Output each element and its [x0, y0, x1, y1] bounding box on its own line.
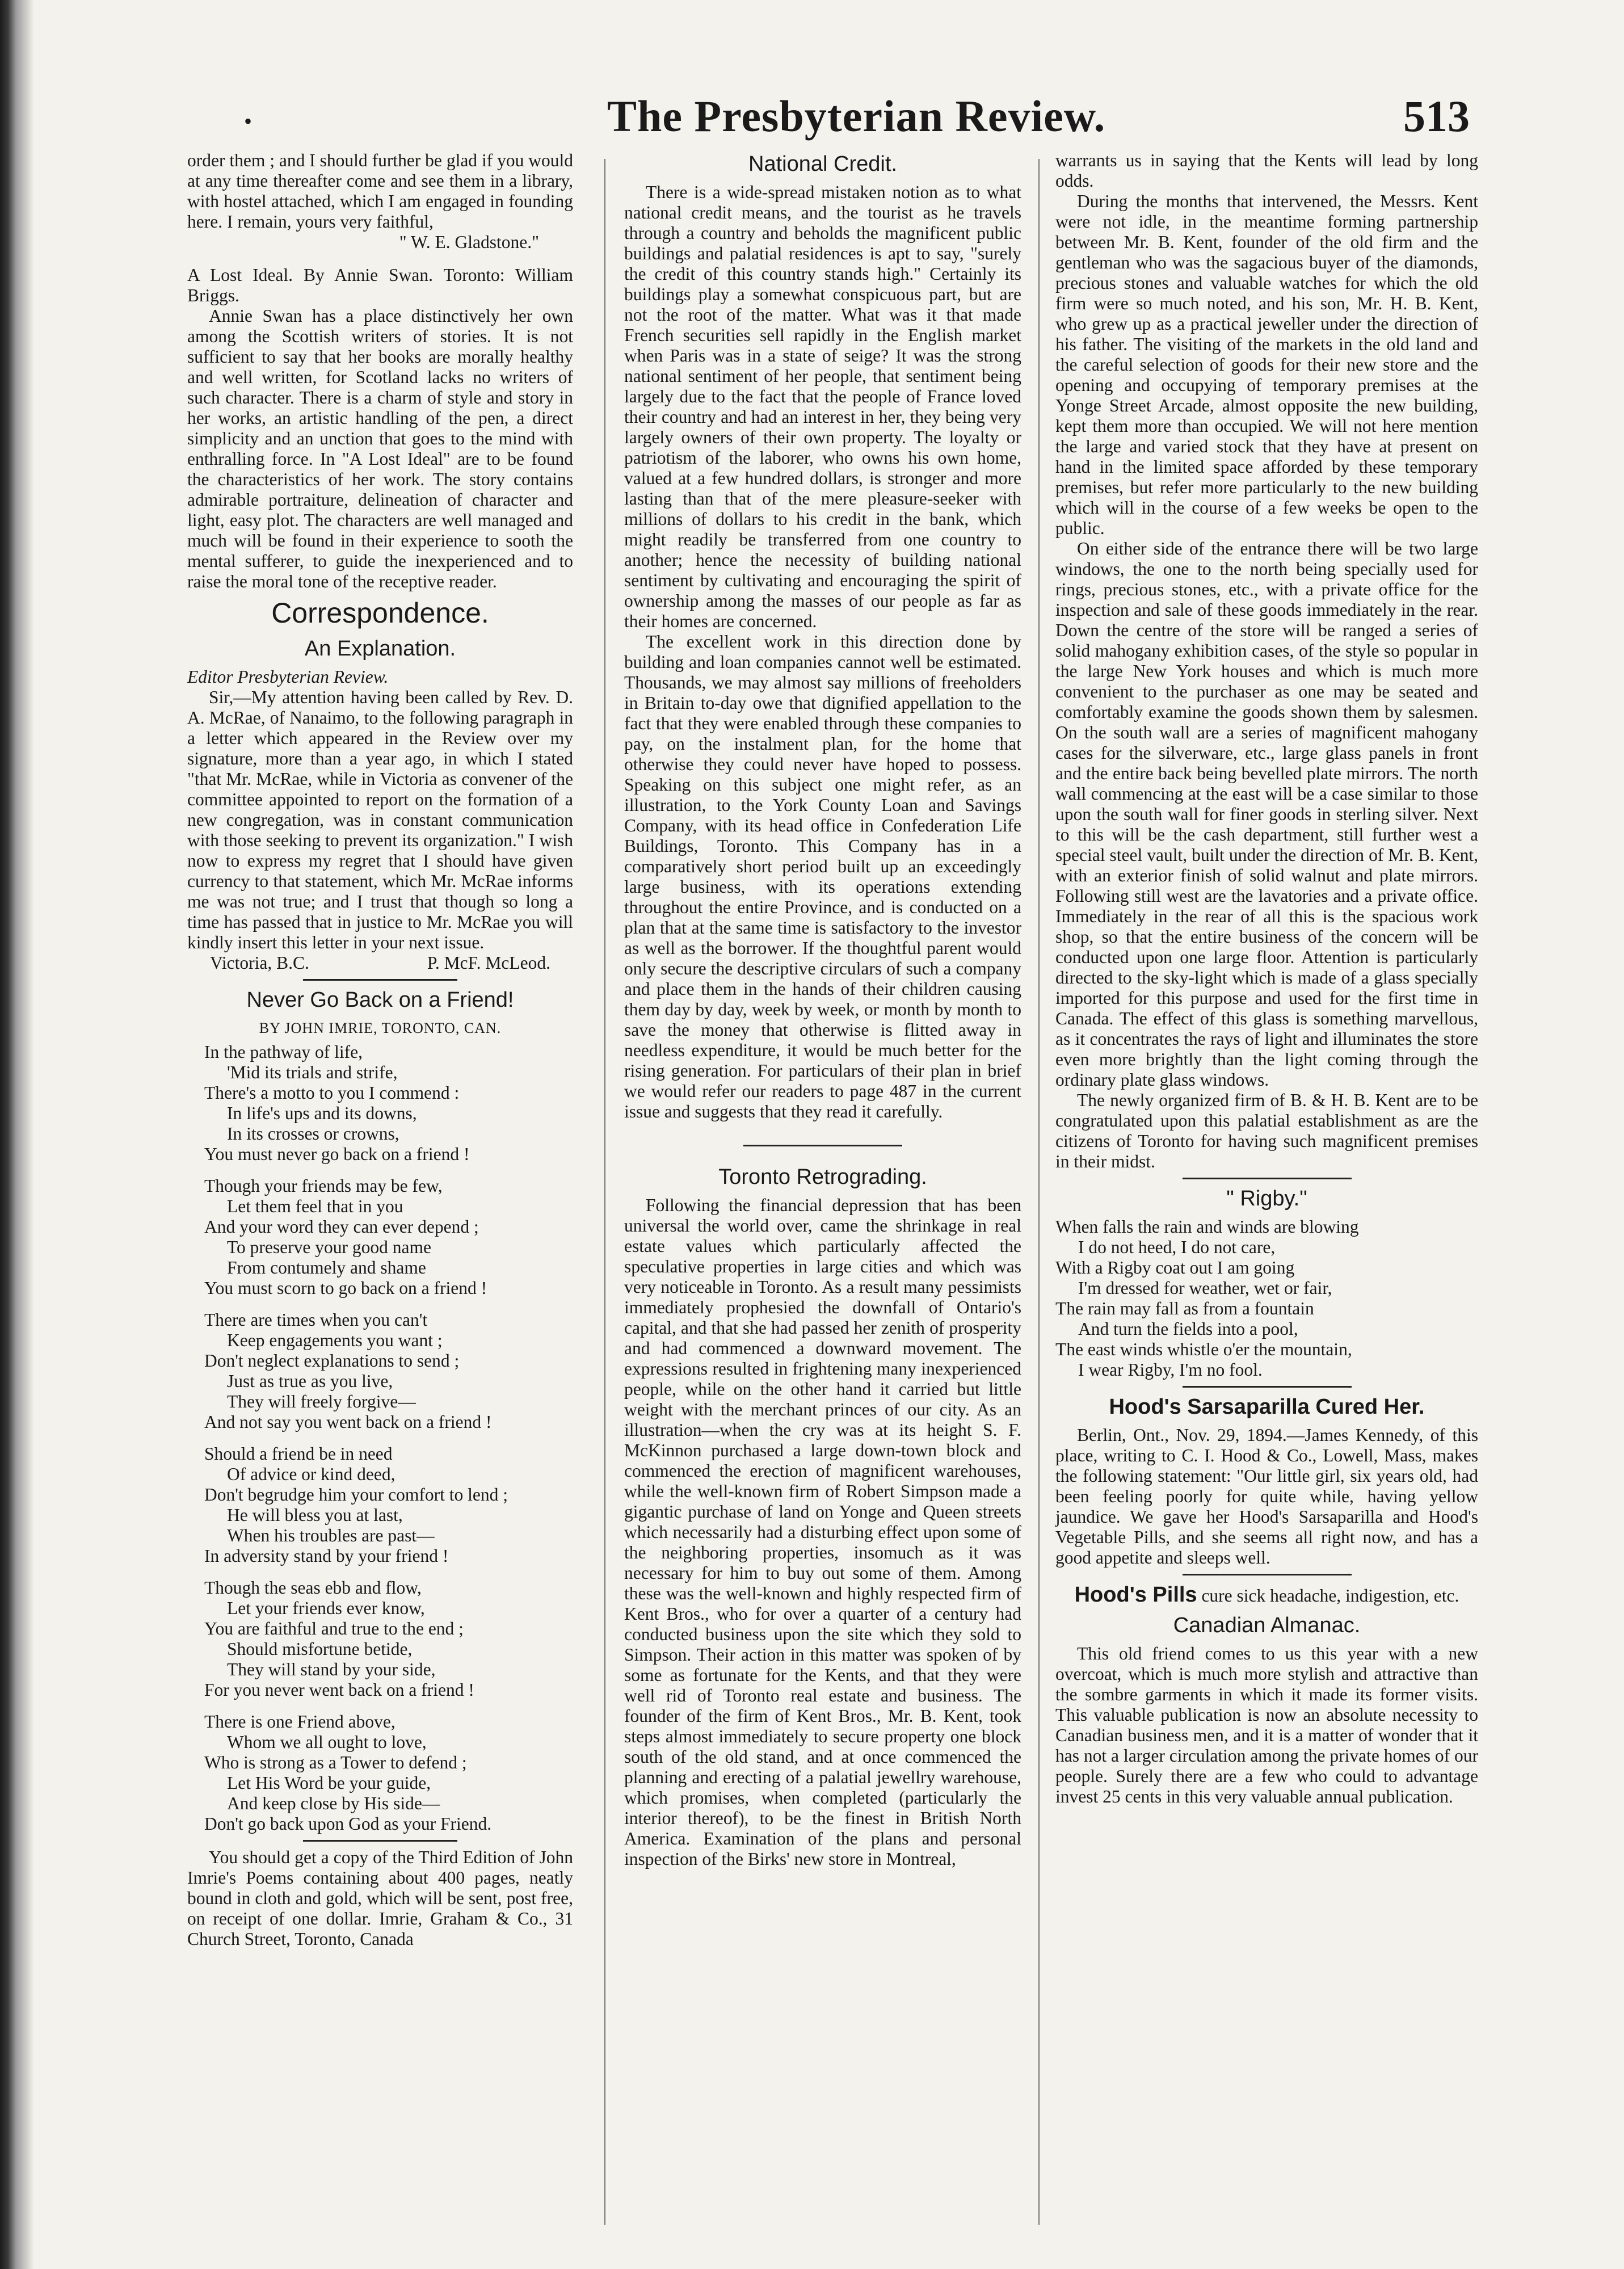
rigby-line: And turn the fields into a pool,: [1078, 1319, 1298, 1339]
section-rule: [1183, 1178, 1352, 1179]
toronto-p1: Following the financial depression that has been universal the world over, came the shrinkage in real estate values which particularly affected the speculative properties in large cities and which was very noticeable in Toronto. As a result many pessimists immediately prophesied the downfall of Ontario's capital, and that she had passed her zenith of prosperity and had commenced a downward movement. The expressions resulted in frightening many inexperienced people, while on the other hand it carried but little weight with the merchant princes of our city. As an illustration—when the cry was at its height S. F. McKinnon purchased a large down-town block and commenced the erection of magnificent warehouses, while the well-known firm of Robert Simpson made a gigantic purchase of land on Yonge and Queen streets which necessarily had a disturbing effect upon some of the neighboring properties, insomuch as it was necessary for him to buy out some of them. Among these was the well-known and highly respected firm of Kent Bros., who for over a quarter of a century had conducted business upon the site which they sold to Simpson. Their action in this matter was spoken of by some as fortunate for the Kents, and that they were well rid of Toronto real estate and business. The founder of the firm of Kent Bros., Mr. B. Kent, took steps almost immediately to secure property one block south of the old stand, and at once commenced the planning and erecting of a palatial jewellry warehouse, which promises, when completed (particularly the interior thereof), to be the finest in British North America. Examination of the plans and personal inspection of the Birks' new store in Montreal,: [624, 1195, 1021, 1869]
poem-line: Whom we all ought to love,: [227, 1732, 427, 1752]
review-body: Annie Swan has a place distinctively her own among the Scottish writers of stories. It is not sufficient to say that her books are morally healthy and well written, for Scotland lacks no writers of such character. There is a charm of style and story in her works, an artistic handling of the pen, a direct simplicity and an unction that goes to the mind with enthralling force. In "A Lost Ideal" are to be found the characteristics of her work. The story contains admirable portraiture, delineation of character and light, easy plot. The characters are well managed and much will be found in their experience to sooth the mental sufferer, to guide the inexperienced and to raise the moral tone of the receptive reader.: [187, 306, 573, 591]
section-rule: [303, 1840, 457, 1842]
poem-line: Let them feel that in you: [227, 1196, 403, 1216]
poem-title: Never Go Back on a Friend!: [246, 988, 514, 1012]
page-number: 513: [1403, 91, 1470, 141]
explanation-body: Sir,—My attention having been called by Rev. D. A. McRae, of Nanaimo, to the following paragraph in a letter which appeared in the Review over my signature, more than a year ago, in which I stated "that Mr. McRae, while in Victoria as convener of the committee appointed to report on the formation of a new congregation, was in constant communication with those seeking to prevent its organization." I wish now to express my regret that I should have given currency to that statement, which Mr. McRae informs me was not true; and I trust that though so long a time has passed that in justice to Mr. McRae you will kindly insert this letter in your next issue.: [187, 687, 573, 952]
rigby-line: When falls the rain and winds are blowing: [1055, 1217, 1359, 1237]
header-dot: •: [244, 108, 253, 134]
poem-line: There's a motto to you I commend :: [204, 1083, 460, 1103]
poem-line: And your word they can ever depend ;: [204, 1217, 479, 1237]
toronto-title: Toronto Retrograding.: [718, 1165, 927, 1189]
poem-line: When his troubles are past—: [227, 1526, 435, 1545]
poem-line: And keep close by His side—: [227, 1793, 440, 1813]
almanac-title: Canadian Almanac.: [1173, 1613, 1361, 1637]
explanation-place: Victoria, B.C.: [210, 953, 309, 973]
poem-line: Just as true as you live,: [227, 1371, 393, 1391]
explanation-signature: P. McF. McLeod.: [427, 953, 550, 973]
stanza-gap: [204, 1165, 573, 1176]
section-rule: [303, 979, 457, 981]
column-1: [187, 150, 573, 1949]
national-credit-p2: The excellent work in this direction done by building and loan companies cannot well be estimated. Thousands, we may almost say millions of freeholders in Britain to-day owe that dignified appellation to the fact that they were enabled through these companies to pay, on the instalment plan, for the home that otherwise they could never have hoped to possess. Speaking on this subject one might refer, as an illustration, to the York County Loan and Savings Company, with its head office in Confederation Life Buildings, Toronto. This Company has in a comparatively short period built up an exceedingly large business, with its operations extending throughout the entire Province, and is conducted on a plan that at the same time is satisfactory to the investor as well as the borrower. If the thoughtful parent would only secure the descriptive circulars of such a company and place them in the hands of their children causing them day by day, week by week, or month by month to save the money that otherwise is flitted away in needless expenditure, it would be much better for the rising generation. For particulars of their plan in brief we would refer our readers to page 487 in the current issue and suggests that they read it carefully.: [624, 632, 1021, 1121]
advert-imrie: You should get a copy of the Third Edition of John Imrie's Poems containing about 400 pages, neatly bound in cloth and gold, which will be sent, post free, on receipt of one dollar. Imrie, Graham & Co., 31 Church Street, Toronto, Canada: [187, 1847, 573, 1949]
national-credit-p1: There is a wide-spread mistaken notion as to what national credit means, and the tourist as he travels through a country and beholds the magnificent public buildings and palatial residences is apt to say, "surely the credit of this country stands high." Certainly its buildings play a somewhat conspicuous part, but are not the root of the matter. What was it that made French securities sell rapidly in the English market when Paris was in a state of seige? It was the strong national sentiment of her people, that sentiment being largely due to the fact that the people of France loved their country and had an interest in her, they being very largely owners of their own property. The loyalty or patriotism of the laborer, who owns his own home, valued at a few hundred dollars, is stronger and more lasting than that of the mere pleasure-seeker with millions of dollars to his credit in the bank, which might readily be transferred from one country to another; hence the necessity of building national sentiment by cultivating and encouraging the spirit of ownership among the masses of our people as far as their homes are concerned.: [624, 182, 1021, 631]
column-divider-1: [604, 159, 605, 2225]
column-divider-2: [1038, 159, 1040, 2225]
rigby-line: I do not heed, I do not care,: [1078, 1237, 1276, 1257]
poem-line: Don't go back upon God as your Friend.: [204, 1814, 492, 1834]
page-header: [187, 85, 1481, 153]
poem-line: You must scorn to go back on a friend !: [204, 1278, 487, 1298]
poem-line: Should misfortune betide,: [227, 1639, 413, 1659]
rigby-verse: [1055, 1217, 1478, 1380]
stanza-gap: [204, 1566, 573, 1578]
poem-line: For you never went back on a friend !: [204, 1680, 474, 1700]
poem-line: To preserve your good name: [227, 1237, 431, 1257]
rigby-title: " Rigby.": [1226, 1187, 1307, 1211]
poem-author: BY JOHN IMRIE, TORONTO, CAN.: [259, 1020, 502, 1036]
poem-line: And not say you went back on a friend !: [204, 1412, 492, 1432]
poem-line: You are faithful and true to the end ;: [204, 1619, 464, 1638]
kent-p3: On either side of the entrance there will be two large windows, the one to the north being specially used for rings, precious stones, etc., with a private office for the inspection and sale of these goods immediately in the rear. Down the centre of the store will be ranged a series of solid mahogany exhibition cases, of the style so popular in the large New York houses and which is much more convenient to the purchaser as one may be seated and comfortably examine the goods shown them by salesmen. On the south wall are a series of magnificent mahogany cases for the silverware, etc., large glass panels in front and the entire back being bevelled plate mirrors. The north wall commencing at the east will be a case similar to those upon the south wall for finer goods in sterling silver. Next to this will be the cash department, still further west a special steel vault, built under the direction of Mr. B. Kent, with an exterior finish of solid walnut and plate mirrors. Following still west are the lavatories and a private office. Immediately in the rear of all this is the spacious work shop, so that the entire business of the concern will be conducted upon one large floor. Attention is particularly directed to the sky-light which is made of a glass specially imported for this purpose and used for the first time in Canada. The effect of this glass is something marvellous, as it concentrates the rays of light and illuminates the store even more brightly than the light coming through the ordinary plate glass windows.: [1055, 539, 1478, 1090]
poem-line: Let your friends ever know,: [227, 1598, 425, 1618]
poem-line: In adversity stand by your friend !: [204, 1546, 449, 1566]
letter-signature: " W. E. Gladstone.": [399, 232, 539, 252]
stanza-gap: [204, 1700, 573, 1712]
explanation-title: An Explanation.: [304, 637, 456, 661]
poem-line: There is one Friend above,: [204, 1712, 396, 1732]
kent-p1: warrants us in saying that the Kents will lead by long odds.: [1055, 150, 1478, 191]
national-credit-title: National Credit.: [748, 152, 897, 176]
section-rule: [743, 1145, 902, 1146]
rigby-line: With a Rigby coat out I am going: [1055, 1258, 1295, 1278]
poem-line: 'Mid its trials and strife,: [227, 1062, 398, 1082]
poem-line: There are times when you can't: [204, 1310, 428, 1330]
poem-line: Should a friend be in need: [204, 1444, 393, 1464]
pills-body: cure sick headache, indigestion, etc.: [1201, 1586, 1459, 1606]
poem-line: They will stand by your side,: [227, 1659, 436, 1679]
explanation-footer: [187, 953, 573, 973]
almanac-body: This old friend comes to us this year with a new overcoat, which is much more stylish and attractive than the sombre garments in which it made its former visits. This valuable publication is now an absolute necessity to Canadian business men, and it is a matter of wonder that it has not a larger circulation among the private homes of our people. Surely there are a few who could to advantage invest 25 cents in this very valuable annual publication.: [1055, 1644, 1478, 1806]
poem-line: In the pathway of life,: [204, 1042, 363, 1062]
poem-line: Who is strong as a Tower to defend ;: [204, 1753, 467, 1772]
rigby-line: I wear Rigby, I'm no fool.: [1078, 1360, 1263, 1380]
review-heading: A Lost Ideal. By Annie Swan. Toronto: William Briggs.: [187, 265, 573, 305]
poem-line: Let His Word be your guide,: [227, 1773, 431, 1793]
poem-line: Though your friends may be few,: [204, 1176, 443, 1196]
rigby-line: I'm dressed for weather, wet or fair,: [1078, 1278, 1332, 1298]
poem: [204, 1042, 573, 1834]
correspondence-title: Correspondence.: [271, 597, 489, 629]
binding-edge: [0, 0, 40, 2269]
column-2: [624, 150, 1021, 1869]
section-rule: [1183, 1574, 1352, 1575]
poem-line: Of advice or kind deed,: [227, 1464, 396, 1484]
hoods-pills: [1055, 1581, 1478, 1608]
kent-p4: The newly organized firm of B. & H. B. Kent are to be congratulated upon this palatial establishment as are the citizens of Toronto for having such magnificent premises in their midst.: [1055, 1090, 1478, 1171]
poem-line: He will bless you at last,: [227, 1505, 403, 1525]
hoods-body: Berlin, Ont., Nov. 29, 1894.—James Kennedy, of this place, writing to C. I. Hood & Co., Lowell, Mass, makes the following statement: "Our little girl, six years old, had been feeling poorly for quite while, having yellow jaundice. We gave her Hood's Sarsaparilla and Hood's Vegetable Pills, and she seems all right now, and has a good appetite and sleeps well.: [1055, 1425, 1478, 1568]
poem-line: In its crosses or crowns,: [227, 1124, 399, 1144]
poem-line: Though the seas ebb and flow,: [204, 1578, 422, 1598]
kent-p2: During the months that intervened, the Messrs. Kent were not idle, in the meantime forming partnership between Mr. B. Kent, founder of the old firm and the gentleman who was the sagacious buyer of the diamonds, precious stones and valuable watches for which the old firm were so much noted, and his son, Mr. H. B. Kent, who grew up as a practical jeweller under the direction of his father. The visiting of the markets in the old land and the careful selection of goods for their new store and the opening and occupying of temporary premises at the Yonge Street Arcade, almost opposite the new building, kept them more than occupied. We will not here mention the large and varied stock that they have at present on hand in the limited space afforded by these temporary premises, but refer more particularly to the new building which will in the course of a few weeks be open to the public.: [1055, 191, 1478, 538]
stanza-gap: [204, 1299, 573, 1310]
poem-line: In life's ups and its downs,: [227, 1103, 417, 1123]
rigby-line: The rain may fall as from a fountain: [1055, 1299, 1314, 1318]
poem-line: They will freely forgive—: [227, 1392, 416, 1411]
poem-line: From contumely and shame: [227, 1258, 426, 1278]
poem-line: Keep engagements you want ;: [227, 1330, 443, 1350]
section-rule: [1183, 1386, 1352, 1388]
explanation-addressee: Editor Presbyterian Review.: [187, 667, 389, 687]
rigby-line: The east winds whistle o'er the mountain,: [1055, 1339, 1352, 1359]
poem-line: Don't begrudge him your comfort to lend ;: [204, 1485, 508, 1505]
poem-line: Don't neglect explanations to send ;: [204, 1351, 460, 1371]
stanza-gap: [204, 1432, 573, 1444]
pills-title: Hood's Pills: [1074, 1583, 1197, 1607]
poem-line: You must never go back on a friend !: [204, 1144, 470, 1164]
column-3: [1055, 150, 1478, 1807]
hoods-title: Hood's Sarsaparilla Cured Her.: [1109, 1395, 1425, 1419]
masthead-title: The Presbyterian Review.: [607, 91, 1106, 141]
letter-text: order them ; and I should further be glad if you would at any time thereafter come and see them in a library, with hostel attached, which I am engaged in founding here. I remain, yours very faithful,: [187, 150, 573, 232]
